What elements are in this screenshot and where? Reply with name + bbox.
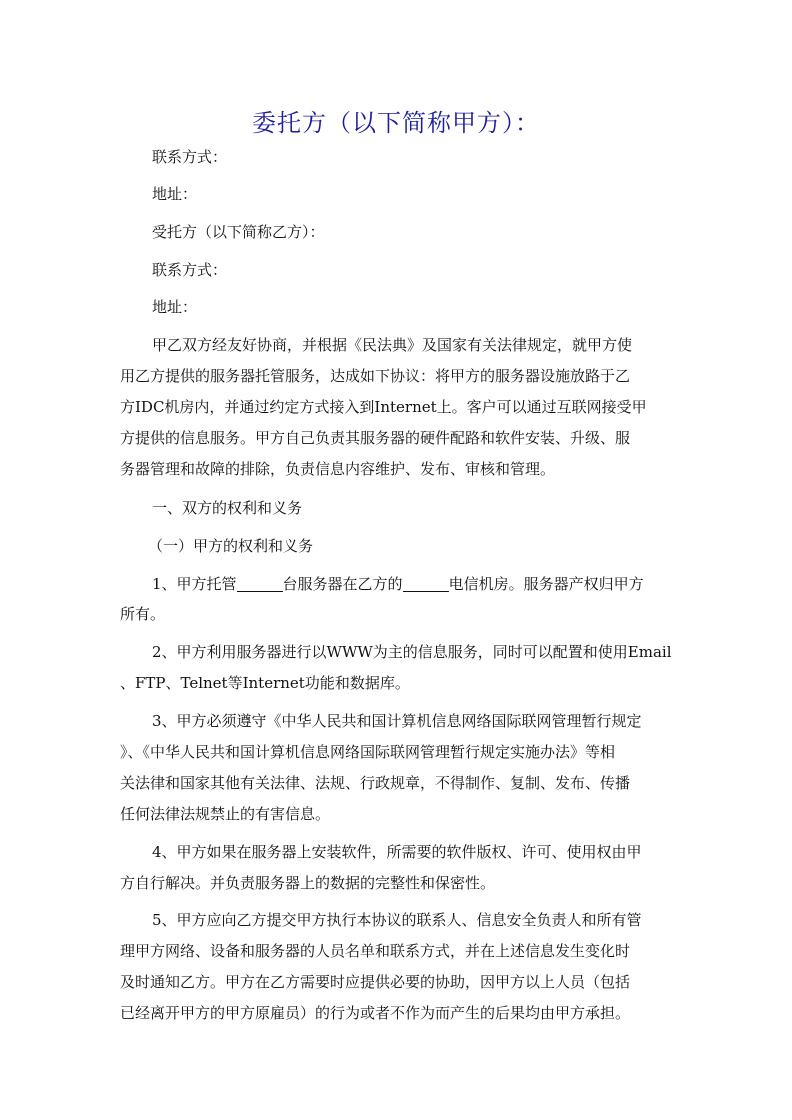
item1-line: 所有。	[120, 605, 166, 623]
intro-line: 方提供的信息服务。甲方自己负责其服务器的硬件配路和软件安装、升级、服	[120, 429, 631, 447]
party-a-contact-label: 联系方式：	[152, 148, 228, 166]
item1-text-b: 台服务器在乙方的	[282, 575, 403, 593]
item3-line: 关法律和国家其他有关法律、法规、行政规章，不得制作、复制、发布、传播	[120, 774, 631, 792]
intro-line: 方IDC机房内，并通过约定方式接入到Internet上。客户可以通过互联网接受甲	[120, 398, 647, 416]
section-heading: 一、双方的权利和义务	[152, 499, 303, 517]
item1-text-a: 1、甲方托管	[152, 575, 237, 593]
document-title: 委托方（以下简称甲方）：	[252, 109, 540, 137]
subsection-heading: （一）甲方的权利和义务	[148, 537, 314, 555]
item1-text-c: 电信机房。服务器产权归甲方	[448, 575, 644, 593]
item5-line: 理甲方网络、设备和服务器的人员名单和联系方式，并在上述信息发生变化时	[120, 942, 631, 960]
party-b-heading: 受托方（以下简称乙方）：	[152, 223, 325, 241]
item2-line: 、FTP、Telnet等Internet功能和数据库。	[120, 674, 410, 692]
item5-line: 已经离开甲方的甲方原雇员）的行为或者不作为而产生的后果均由甲方承担。	[120, 1004, 631, 1022]
datacenter-name-blank[interactable]	[403, 576, 449, 592]
item3-line: 》、《中华人民共和国计算机信息网络国际联网管理暂行规定实施办法》等相	[120, 743, 616, 761]
item5-line: 及时通知乙方。甲方在乙方需要时应提供必要的协助，因甲方以上人员（包括	[120, 973, 631, 991]
item2-line: 2、甲方利用服务器进行以WWW为主的信息服务，同时可以配置和使用Email	[152, 643, 672, 661]
item3-line: 任何法律法规禁止的有害信息。	[120, 805, 331, 823]
item4-line: 4、甲方如果在服务器上安装软件，所需要的软件版权、许可、使用权由甲	[152, 843, 642, 861]
item1-line	[152, 573, 644, 594]
server-count-blank[interactable]	[237, 576, 283, 592]
intro-line: 用乙方提供的服务器托管服务，达成如下协议：将甲方的服务器设施放路于乙	[120, 367, 631, 385]
party-a-address-label: 地址：	[152, 185, 198, 203]
item4-line: 方自行解决。并负责服务器上的数据的完整性和保密性。	[120, 874, 496, 892]
item5-line: 5、甲方应向乙方提交甲方执行本协议的联系人、信息安全负责人和所有管	[152, 911, 642, 929]
party-b-address-label: 地址：	[152, 298, 198, 316]
intro-line: 务器管理和故障的排除，负责信息内容维护、发布、审核和管理。	[120, 460, 556, 478]
item3-line: 3、甲方必须遵守《中华人民共和国计算机信息网络国际联网管理暂行规定	[152, 712, 642, 730]
intro-line: 甲乙双方经友好协商，并根据《民法典》及国家有关法律规定，就甲方使	[152, 336, 633, 354]
party-b-contact-label: 联系方式：	[152, 261, 228, 279]
